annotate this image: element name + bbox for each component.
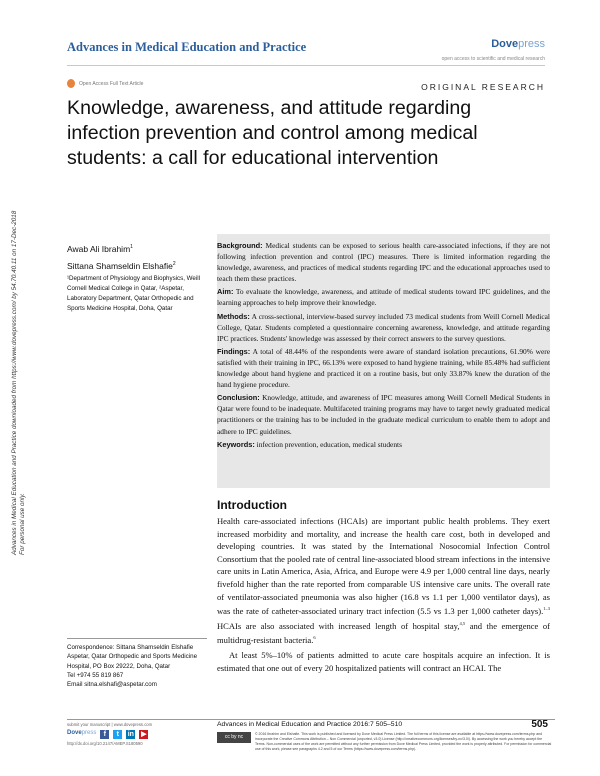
introduction-body <box>217 515 550 675</box>
abstract-aim: To evaluate the knowledge, awareness, and attitude of medical students toward IPC guidelines, and the learning approaches to help improve their knowledge. <box>217 287 550 308</box>
open-access-badge <box>67 79 143 88</box>
footer-dove-logo[interactable] <box>67 730 96 739</box>
license-block <box>217 732 552 752</box>
abstract-background-label: Background: <box>217 241 263 250</box>
author-2-affiliation: 2 <box>172 260 176 267</box>
correspondence-email[interactable]: Email sitna.elshafi@aspetar.com <box>67 681 157 689</box>
facebook-icon[interactable]: f <box>100 730 109 739</box>
side-download-note <box>10 135 26 555</box>
author-1: Awab Ali Ibrahim <box>67 243 131 254</box>
social-links <box>67 730 207 739</box>
author-1-affiliation: 1 <box>130 244 133 250</box>
correspondence-name: Correspondence: Sittana Shamseldin Elshafie <box>67 644 194 651</box>
section-label: ORIGINAL RESEARCH <box>421 82 545 92</box>
intro-ref-3[interactable]: 6 <box>313 635 316 641</box>
linkedin-icon[interactable]: in <box>127 731 134 738</box>
page-number: 505 <box>531 719 548 730</box>
cc-license-icon[interactable]: cc by nc <box>217 732 251 743</box>
footer-dove-suffix: press <box>81 730 97 736</box>
footer-citation: Advances in Medical Education and Practice 2016:7 505–510 <box>217 721 403 728</box>
youtube-icon[interactable]: ▶ <box>141 731 147 738</box>
footer-dove-main: Dove <box>67 730 82 736</box>
abstract-findings: A total of 48.44% of the respondents were aware of standard isolation precautions, 61.90% were satisfied with their training in IPC, 66.13% were exposed to hand hygiene training, while 85.48% had sufficient knowledge about hand hygiene and practiced it on a routine basis, but only 33.87% knew the duration of the hand hygiene procedure. <box>217 346 550 390</box>
author-list <box>67 240 176 274</box>
abstract-conclusion-label: Conclusion: <box>217 393 260 403</box>
open-access-icon <box>67 79 75 88</box>
correspondence-tel: Tel +974 55 819 867 <box>67 671 124 679</box>
footer-left <box>67 722 207 747</box>
submit-link[interactable]: submit your manuscript | www.dovepress.com <box>67 722 153 727</box>
journal-title: Advances in Medical Education and Practice <box>67 40 307 54</box>
doi-link[interactable]: http://dx.doi.org/10.2147/AMEP.S180590 <box>67 741 143 746</box>
publisher-logo[interactable] <box>491 38 545 50</box>
abstract-methods-label: Methods: <box>217 311 250 321</box>
intro-ref-1[interactable]: 1–3 <box>543 606 550 612</box>
correspondence-block <box>67 643 207 689</box>
open-access-label: Open Access Full Text Article <box>79 80 144 87</box>
footer-rule <box>67 719 555 720</box>
abstract-methods: A cross-sectional, interview-based survey included 73 medical students from Weill Cornell Medical College, Qatar. Students completed a questionnaire concerning awareness, knowledge, and attitude regarding IPC practices. Students' knowledge was assessed by their correct answers to the survey questions. <box>217 311 550 343</box>
abstract-findings-label: Findings: <box>217 346 251 356</box>
article-title: Knowledge, awareness, and attitude regarding infection prevention and control among medical students: a call for educational intervention <box>67 97 478 169</box>
intro-paragraph-1: Health care-associated infections (HCAIs) are important public health problems. They exert increased morbidity and mortality, and increase the health care cost, both in developed and developing countries. It was stated by the International Nosocomial Infection Control Consortium that the pooled rate of central line-associated blood stream infections in the intensive care units in Latin America, Asia, Africa, and Europe were 4.9 per 1,000 central line days, nearly fivefold higher than the rate reported from comparable US intensive care units. The overall rate of ventilator-associated pneumonia was also higher (16.8 vs 1.1 per 1,000 ventilator days), as was the rate of catheter-associated urinary tract infection (5.5 vs 1.3 per 1,000 catheter days). <box>217 516 550 616</box>
abstract-text <box>217 240 550 452</box>
author-2: Sittana Shamseldin Elshafie <box>67 260 173 271</box>
correspondence-rule <box>67 638 207 639</box>
intro-paragraph-2: At least 5%–10% of patients admitted to acute care hospitals acquire an infection. It is estimated that one out of every 20 hospitalized patients will contract an HCAI. The <box>217 650 550 674</box>
introduction-heading: Introduction <box>217 498 287 512</box>
intro-paragraph-1c: and the emergence of multidrug-resistant bacteria. <box>217 620 550 645</box>
twitter-icon[interactable]: t <box>113 730 122 739</box>
affiliations: ¹Department of Physiology and Biophysics, Weill Cornell Medical College in Qatar, ²Aspetar, Laboratory Department, Qatar Orthopedic and Sports Medicine Hospital, Doha, Qatar <box>67 275 200 312</box>
abstract-aim-label: Aim: <box>217 287 234 297</box>
license-text: © 2016 Ibrahim and Elshafie. This work is published and licensed by Dove Medical Press Limited. The full terms of this license are available at https://www.dovepress.com/terms.php and incorporate the Creative Commons Attribution – Non Commercial (unported, v3.0) License (http://creativecommons.org/licenses/by-nc/3.0/). By accessing the work you hereby accept the Terms. Non-commercial uses of the work are permitted without any further permission from Dove Medical Press Limited, provided the work is properly attributed. For permission for commercial use of this work, please see paragraphs 4.2 and 5 of our Terms (https://www.dovepress.com/terms.php). <box>255 732 552 751</box>
abstract-conclusion: Knowledge, attitude, and awareness of IPC measures among Weill Cornell Medical Students in Qatar were found to be inadequate. Multifaceted training programs may have to target newly graduated medical practitioners or the training has to be included in the graduate medical curriculum to enable them to adopt and adhere to IPC guidelines. <box>217 393 550 436</box>
abstract-keywords-label: Keywords: <box>217 439 255 449</box>
publisher-main: Dove <box>491 38 519 50</box>
abstract-keywords: infection prevention, education, medical students <box>256 439 402 449</box>
header-rule <box>67 65 545 66</box>
intro-ref-2[interactable]: 4,5 <box>459 620 466 626</box>
side-note-line1: Advances in Medical Education and Practice downloaded from https://www.dovepress.com/ by 54.70.40.11 on 17-Dec-2018 <box>11 210 18 555</box>
intro-paragraph-1b: HCAIs are also associated with increased length of hospital stay, <box>217 620 460 631</box>
publisher-tagline: open access to scientific and medical research <box>441 56 545 62</box>
publisher-suffix: press <box>518 38 545 50</box>
side-note-line2: For personal use only. <box>19 493 26 555</box>
abstract-background: Medical students can be exposed to serious health care-associated infections, if they are not following infection prevention and control (IPC) measures. There is limited information regarding the knowledge, awareness, and practices of medical students regarding IPC and the educational approaches used to teach them these practices. <box>217 241 551 284</box>
correspondence-address: Aspetar, Qatar Orthopedic and Sports Medicine Hospital, PO Box 29222, Doha, Qatar <box>67 653 198 670</box>
